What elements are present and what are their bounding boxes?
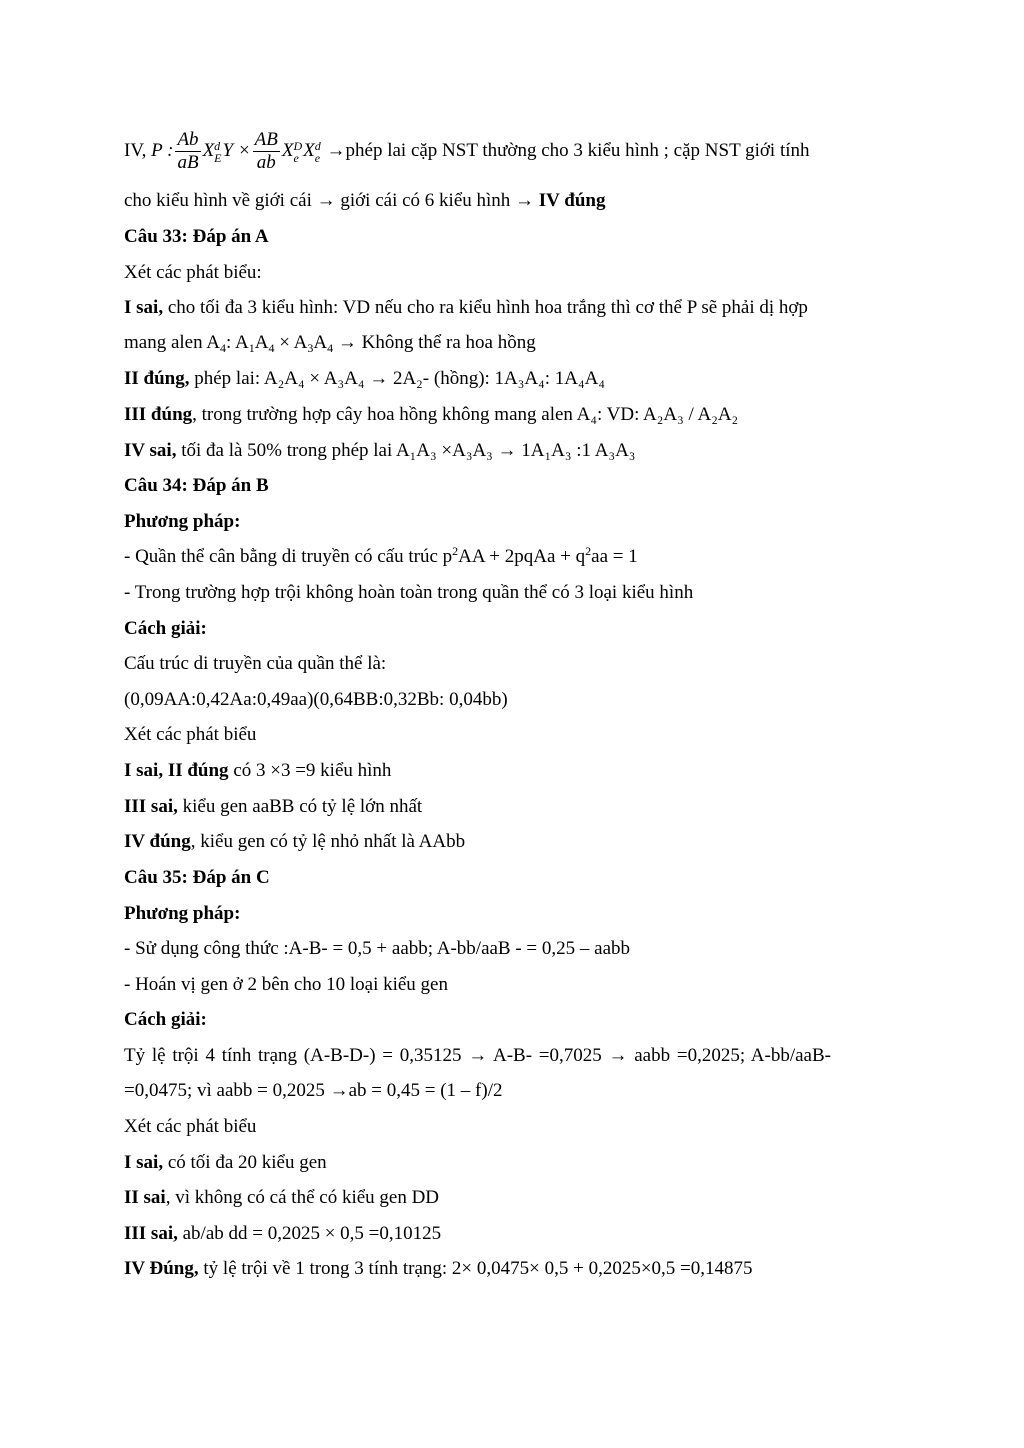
q34-statement-3: IV đúng, kiểu gen có tỷ lệ nhỏ nhất là AAbb <box>124 831 466 852</box>
q34-statement-2: III sai, kiểu gen aaBB có tỷ lệ lớn nhất <box>124 796 423 817</box>
q33-intro: Xét các phát biểu: <box>124 262 262 283</box>
iv-conclusion-line: cho kiểu hình về giới cái → giới cái có 6 kiểu hình → IV đúng <box>124 190 606 211</box>
q35-statement-2: II sai, vì không có cá thể có kiểu gen DD <box>124 1187 440 1208</box>
q35-solution-1: Tỷ lệ trội 4 tính trạng (A-B-D-) = 0,35125 → A-B- =0,7025 → aabb =0,2025; A-bb/aaB- <box>124 1045 831 1066</box>
q35-solution-3: Xét các phát biểu <box>124 1116 257 1137</box>
q34-solution-3: Xét các phát biểu <box>124 724 257 745</box>
x-chromosome-1: X <box>202 140 215 161</box>
q33-statement-1: I sai, cho tối đa 3 kiểu hình: VD nếu cho ra kiểu hình hoa trắng thì cơ thể P sẽ phải dị hợp <box>124 297 808 318</box>
q34-title: Câu 34: Đáp án B <box>124 475 269 496</box>
q33-title: Câu 33: Đáp án A <box>124 226 269 247</box>
q35-solution-heading: Cách giải: <box>124 1009 207 1030</box>
q35-title: Câu 35: Đáp án C <box>124 867 270 888</box>
q34-solution-heading: Cách giải: <box>124 618 207 639</box>
q35-statement-4: IV Đúng, tỷ lệ trội về 1 trong 3 tính trạng: 2× 0,0475× 0,5 + 0,2025×0,5 =0,14875 <box>124 1258 753 1279</box>
q35-statement-3: III sai, ab/ab dd = 0,2025 × 0,5 =0,10125 <box>124 1223 442 1244</box>
q35-method-2: - Hoán vị gen ở 2 bên cho 10 loại kiểu gen <box>124 974 448 995</box>
iv-tail-text: →phép lai cặp NST thường cho 3 kiểu hình ; cặp NST giới tính <box>326 140 810 161</box>
q34-statement-1: I sai, II đúng có 3 ×3 =9 kiểu hình <box>124 760 392 781</box>
q33-statement-1-cont: mang alen $A_4$: $A_1A_4 \times A_3A_4$ → Không thể ra hoa hồng <box>124 332 536 355</box>
q34-method-2: - Trong trường hợp trội không hoàn toàn trong quần thể có 3 loại kiểu hình <box>124 582 694 603</box>
q35-method-1: - Sử dụng công thức :A-B- = 0,5 + aabb; A-bb/aaB - = 0,25 – aabb <box>124 938 631 959</box>
x-chromosome-3: X <box>303 140 315 161</box>
q34-method-1: - Quần thể cân bằng di truyền có cấu trúc $p^2AA$ + 2pqAa + $q^2aa = 1$ <box>124 544 638 567</box>
y-chromosome: Y × <box>222 140 251 161</box>
q34-solution-1: Cấu trúc di truyền của quần thể là: <box>124 653 387 674</box>
x-chromosome-2: X <box>281 140 294 161</box>
fraction-ab-aB: $\frac{Ab}{aB}$ <box>177 129 199 174</box>
fraction-AB-ab: $\frac{AB}{ab}$ <box>254 129 278 174</box>
q35-solution-2: =0,0475; vì aabb = 0,2025 →ab = 0,45 = (1 – f)/2 <box>124 1080 503 1101</box>
p-label: P : <box>151 140 174 161</box>
q33-statement-2: II đúng, phép lai: A₂A₄ × A₃A₄ → 2A₂- (hồng): 1A₃A₄: 1A₄A₄ <box>124 368 605 389</box>
q35-statement-1: I sai, có tối đa 20 kiểu gen <box>124 1152 327 1173</box>
iv-cross-line: IV, P : $\frac{Ab}{aB}$ X d E Y × $\frac{AB}{ab}$ X D e X d e →phép lai cặp NST thường cho 3 kiểu hình ; cặp NST giới tính <box>124 129 810 174</box>
q33-statement-3: III đúng, trong trường hợp cây hoa hồng không mang alen A₄: VD: A₂A₃ / A₂A₂ <box>124 404 739 425</box>
iv-prefix: IV, <box>124 140 147 161</box>
q33-statement-4: IV sai, tối đa là 50% trong phép lai A₁A₃ ×A₃A₃ → 1A₁A₃ :1 A₃A₃ <box>124 440 636 461</box>
q34-method-heading: Phương pháp: <box>124 511 241 532</box>
q35-method-heading: Phương pháp: <box>124 903 241 924</box>
q34-solution-2: (0,09AA:0,42Aa:0,49aa)(0,64BB:0,32Bb: 0,04bb) <box>124 689 508 710</box>
